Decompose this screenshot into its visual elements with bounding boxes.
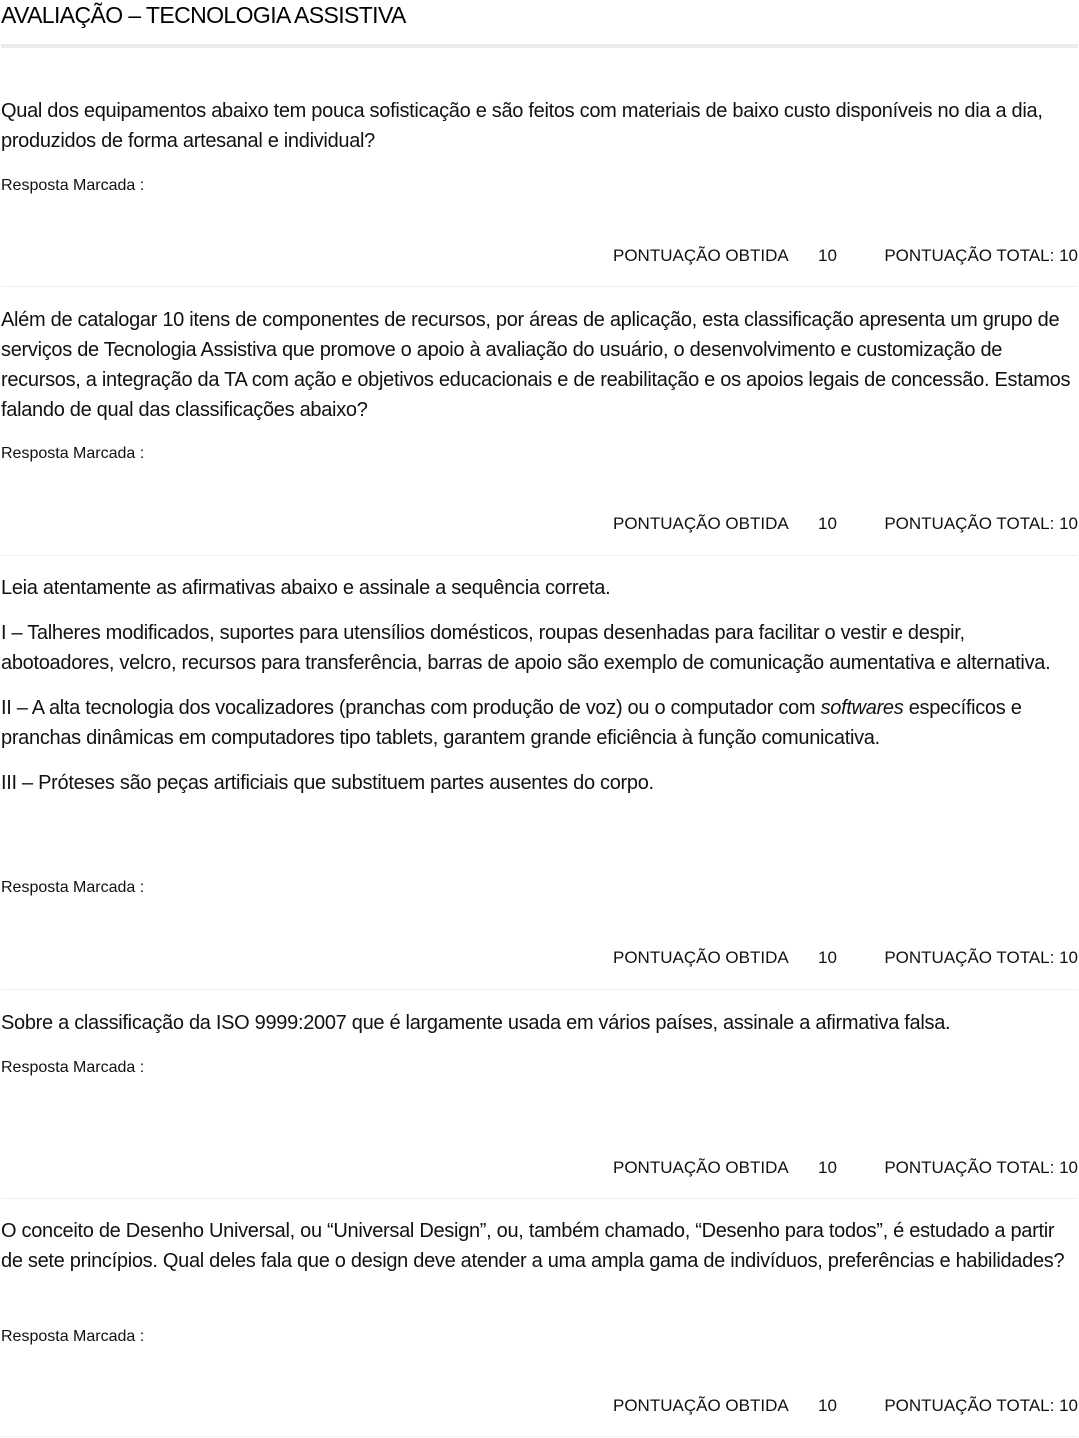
question-3-divider xyxy=(1,989,1078,990)
question-1 xyxy=(1,96,1078,156)
question-4 xyxy=(1,1008,1078,1038)
question-5 xyxy=(1,1216,1078,1276)
question-2-score-row xyxy=(0,512,1079,536)
statement-ii-after: específicos e pranchas dinâmicas em computadores tipo tablets, garantem grande eficiência à função comunicativa. xyxy=(1,697,1022,749)
question-4-score-total: PONTUAÇÃO TOTAL: 10 xyxy=(884,1158,1078,1177)
question-5-text: O conceito de Desenho Universal, ou “Universal Design”, ou, também chamado, “Desenho para todos”, é estudado a partir de sete princípios. Qual deles fala que o design deve atender a uma ampla gama de indivíduos, preferências e habilidades? xyxy=(1,1220,1065,1272)
question-2-answer-label: Resposta Marcada : xyxy=(1,445,145,462)
title-divider xyxy=(1,44,1078,48)
question-1-score-value: 10 xyxy=(818,246,837,265)
question-3-statement-i: I – Talheres modificados, suportes para utensílios domésticos, roupas desenhadas para facilitar o vestir e despir, abotoadores, velcro, recursos para transferência, barras de apoio são exemplo de comunicação aumentativa e alternativa. xyxy=(1,622,1051,674)
question-5-score-obtained-label: PONTUAÇÃO OBTIDA xyxy=(613,1396,789,1415)
question-3-score-obtained-label: PONTUAÇÃO OBTIDA xyxy=(613,948,789,967)
question-1-divider xyxy=(1,286,1078,287)
question-2-divider xyxy=(1,555,1078,556)
question-1-score-obtained-label: PONTUAÇÃO OBTIDA xyxy=(613,246,789,265)
question-3-statement-ii xyxy=(1,693,1078,753)
question-5-divider xyxy=(1,1436,1078,1437)
question-1-answer-label: Resposta Marcada : xyxy=(1,177,145,194)
question-1-score-total: PONTUAÇÃO TOTAL: 10 xyxy=(884,246,1078,265)
question-5-score-value: 10 xyxy=(818,1396,837,1415)
question-3 xyxy=(1,573,1078,798)
question-4-score-row xyxy=(0,1156,1079,1180)
question-3-score-total: PONTUAÇÃO TOTAL: 10 xyxy=(884,948,1078,967)
question-5-score-total: PONTUAÇÃO TOTAL: 10 xyxy=(884,1396,1078,1415)
question-2-score-value: 10 xyxy=(818,514,837,533)
question-1-score-row xyxy=(0,244,1079,268)
question-3-statement-iii: III – Próteses são peças artificiais que substituem partes ausentes do corpo. xyxy=(1,772,654,794)
question-4-score-value: 10 xyxy=(818,1158,837,1177)
question-2-score-obtained-label: PONTUAÇÃO OBTIDA xyxy=(613,514,789,533)
statement-ii-emphasis: softwares xyxy=(820,697,904,719)
question-4-answer-label: Resposta Marcada : xyxy=(1,1059,145,1076)
question-2-score-total: PONTUAÇÃO TOTAL: 10 xyxy=(884,514,1078,533)
question-3-answer-label: Resposta Marcada : xyxy=(1,879,145,896)
question-5-score-row xyxy=(0,1394,1079,1418)
question-4-score-obtained-label: PONTUAÇÃO OBTIDA xyxy=(613,1158,789,1177)
question-3-intro: Leia atentamente as afirmativas abaixo e assinale a sequência correta. xyxy=(1,577,611,599)
question-3-score-value: 10 xyxy=(818,948,837,967)
question-3-score-row xyxy=(0,946,1079,970)
question-5-answer-label: Resposta Marcada : xyxy=(1,1328,145,1345)
question-2 xyxy=(1,305,1078,425)
statement-ii-before: II – A alta tecnologia dos vocalizadores (pranchas com produção de voz) ou o computador com xyxy=(1,697,821,719)
question-1-text: Qual dos equipamentos abaixo tem pouca sofisticação e são feitos com materiais de baixo custo disponíveis no dia a dia, produzidos de forma artesanal e individual? xyxy=(1,100,1043,152)
question-4-divider xyxy=(1,1198,1078,1199)
question-2-text: Além de catalogar 10 itens de componentes de recursos, por áreas de aplicação, esta classificação apresenta um grupo de serviços de Tecnologia Assistiva que promove o apoio à avaliação do usuário, o desenvolvimento e customização de recursos, a integração da TA com ação e objetivos educacionais e de reabilitação e os apoios legais de concessão. Estamos falando de qual das classificações abaixo? xyxy=(1,309,1071,421)
question-4-text: Sobre a classificação da ISO 9999:2007 que é largamente usada em vários países, assinale a afirmativa falsa. xyxy=(1,1012,951,1034)
page-title: AVALIAÇÃO – TECNOLOGIA ASSISTIVA xyxy=(1,2,406,28)
